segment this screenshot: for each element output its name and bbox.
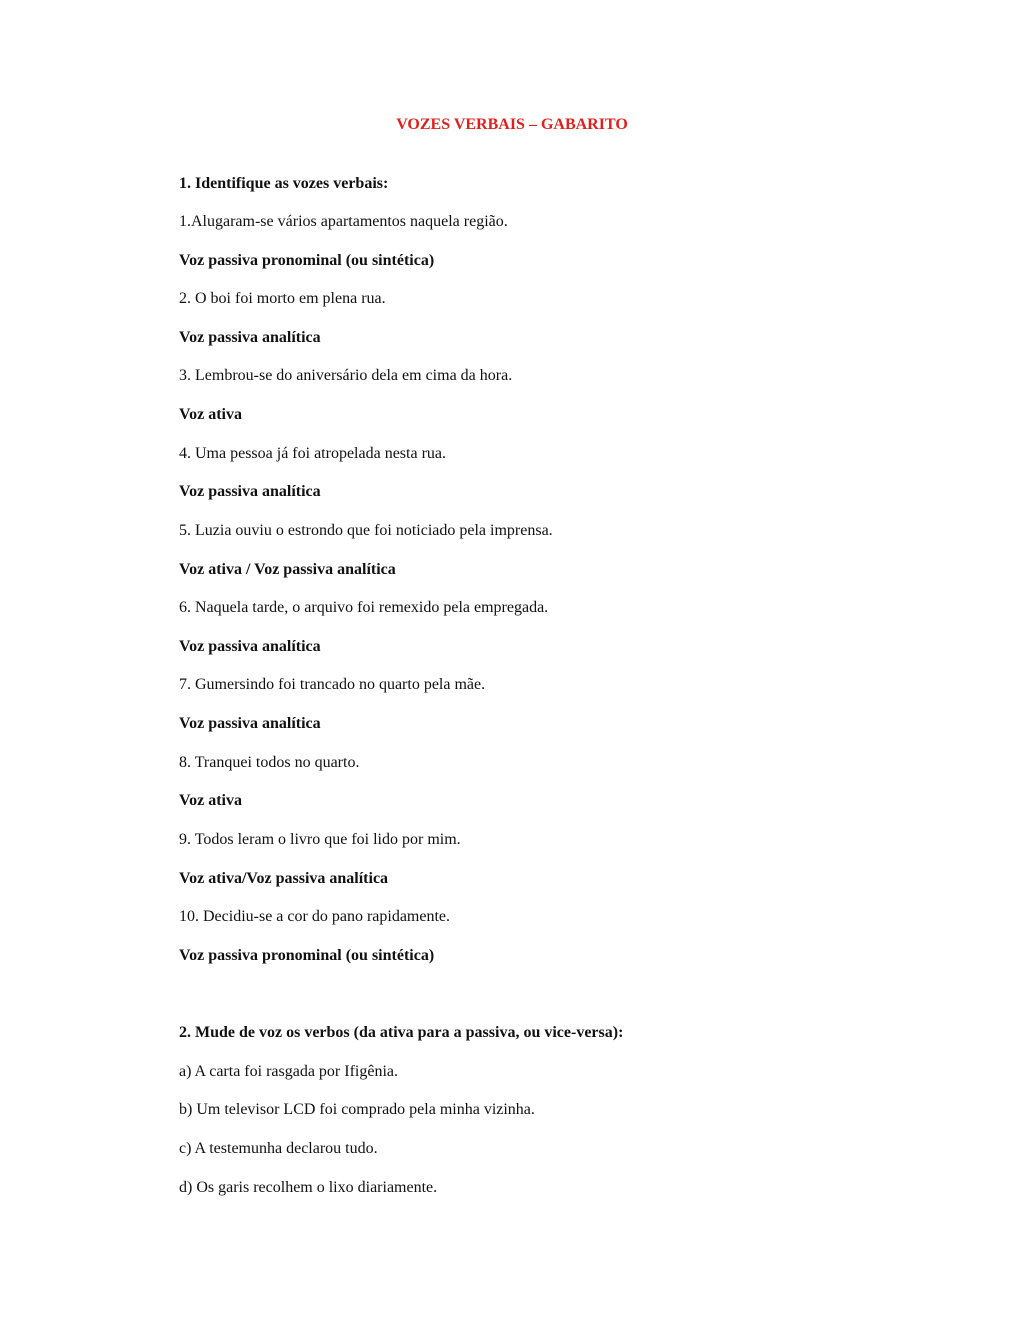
exercise-6-answer: Voz passiva analítica [179,638,321,655]
exercise-3-sentence: 3. Lembrou-se do aniversário dela em cima da hora. [179,367,513,384]
exercise-2-sentence: 2. O boi foi morto em plena rua. [179,290,386,307]
exercise-c-sentence: c) A testemunha declarou tudo. [179,1140,378,1157]
exercise-7-sentence: 7. Gumersindo foi trancado no quarto pela mãe. [179,676,486,693]
exercise-4-answer: Voz passiva analítica [179,483,321,500]
exercise-1-sentence: 1.Alugaram-se vários apartamentos naquela região. [179,213,508,230]
exercise-5-answer: Voz ativa / Voz passiva analítica [179,561,396,578]
exercise-6-sentence: 6. Naquela tarde, o arquivo foi remexido pela empregada. [179,599,549,616]
exercise-b-sentence: b) Um televisor LCD foi comprado pela minha vizinha. [179,1101,535,1118]
exercise-9-answer: Voz ativa/Voz passiva analítica [179,870,389,887]
exercise-10-answer: Voz passiva pronominal (ou sintética) [179,947,435,964]
exercise-5-sentence: 5. Luzia ouviu o estrondo que foi noticiado pela imprensa. [179,522,553,539]
exercise-4-sentence: 4. Uma pessoa já foi atropelada nesta rua. [179,445,447,462]
exercise-a-sentence: a) A carta foi rasgada por Ifigênia. [179,1063,399,1080]
exercise-2-answer: Voz passiva analítica [179,329,321,346]
exercise-7-answer: Voz passiva analítica [179,715,321,732]
exercise-1-answer: Voz passiva pronominal (ou sintética) [179,252,435,269]
exercise-3-answer: Voz ativa [179,406,242,423]
exercise-8-answer: Voz ativa [179,792,242,809]
exercise-d-sentence: d) Os garis recolhem o lixo diariamente. [179,1179,438,1196]
section-2-heading: 2. Mude de voz os verbos (da ativa para a passiva, ou vice-versa): [179,1024,624,1041]
exercise-10-sentence: 10. Decidiu-se a cor do pano rapidamente. [179,908,451,925]
section-1-heading: 1. Identifique as vozes verbais: [179,175,389,192]
exercise-8-sentence: 8. Tranquei todos no quarto. [179,754,360,771]
exercise-9-sentence: 9. Todos leram o livro que foi lido por mim. [179,831,461,848]
page-title: VOZES VERBAIS – GABARITO [396,116,628,133]
